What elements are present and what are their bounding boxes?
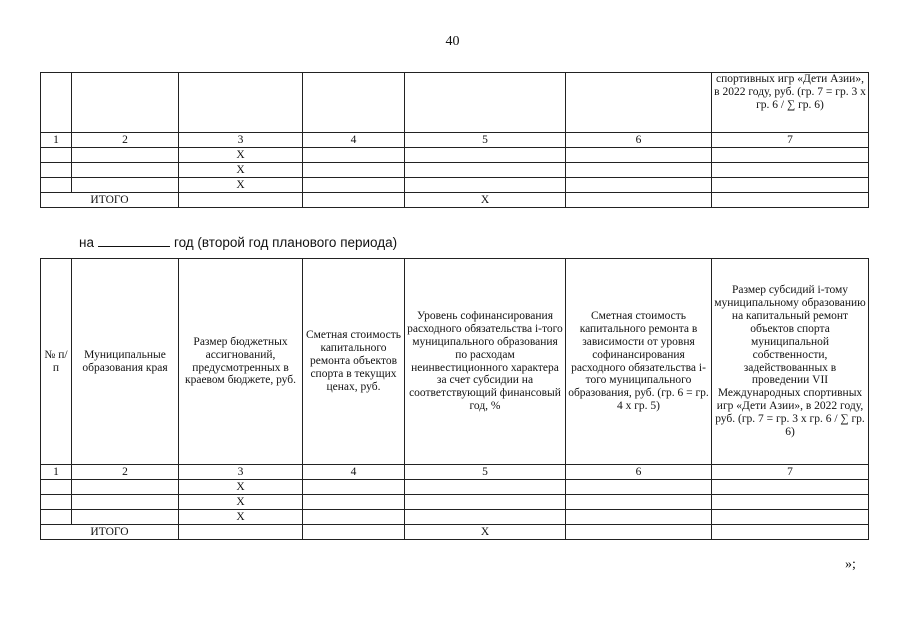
col-number: 2: [72, 133, 179, 148]
col-number: 2: [72, 465, 179, 480]
cell: Х: [179, 510, 303, 525]
header-cell-2: [72, 73, 179, 133]
header-cell-3: [179, 73, 303, 133]
header-cell-7: спортивных игр «Дети Азии», в 2022 году, руб. (гр. 7 = гр. 3 х гр. 6 / ∑ гр. 6): [712, 73, 869, 133]
cell: [303, 193, 405, 208]
table-row: [41, 510, 869, 525]
col-number: 1: [41, 465, 72, 480]
cell: [303, 148, 405, 163]
cell: [712, 510, 869, 525]
cell: [405, 480, 566, 495]
cell: [72, 495, 179, 510]
cell: [41, 148, 72, 163]
cell: [303, 495, 405, 510]
header-cofinancing-level: Уровень софинансирования расходного обязательства i-того муниципального образования по расходам неинвестиционного характера за счет субсидии на соответствующий финансовый год, %: [405, 259, 566, 465]
cell: [566, 495, 712, 510]
cell: [712, 525, 869, 540]
cell: [303, 178, 405, 193]
cell: [566, 148, 712, 163]
total-cell-5: Х: [405, 525, 566, 540]
col-number: 6: [566, 133, 712, 148]
planning-period-line: [79, 234, 397, 250]
cell: [179, 193, 303, 208]
plan-suffix: год (второй год планового периода): [173, 235, 398, 250]
cell: Х: [179, 480, 303, 495]
header-row: [41, 73, 869, 133]
header-cell-4: [303, 73, 405, 133]
closing-quote-mark: »;: [845, 557, 856, 572]
total-cell-5: Х: [405, 193, 566, 208]
cell: [41, 510, 72, 525]
cell: Х: [179, 163, 303, 178]
column-number-row: [41, 465, 869, 480]
cell: Х: [179, 495, 303, 510]
table-row: [41, 148, 869, 163]
header-municipality: Муниципальные образования края: [72, 259, 179, 465]
cell: [405, 495, 566, 510]
table-row: [41, 495, 869, 510]
cell: [566, 193, 712, 208]
cell: [72, 480, 179, 495]
header-cell-6: [566, 73, 712, 133]
cell: [41, 178, 72, 193]
cell: Х: [179, 148, 303, 163]
cell: [303, 510, 405, 525]
cell: [405, 178, 566, 193]
total-label: ИТОГО: [41, 525, 179, 540]
total-label: ИТОГО: [41, 193, 179, 208]
cell: [712, 148, 869, 163]
cell: [566, 480, 712, 495]
cell: [712, 178, 869, 193]
col-number: 1: [41, 133, 72, 148]
header-number: № п/п: [41, 259, 72, 465]
subsidy-table-continued: [40, 72, 869, 208]
cell: [41, 163, 72, 178]
cell: Х: [179, 178, 303, 193]
table-row: [41, 178, 869, 193]
table-row: [41, 163, 869, 178]
cell: [405, 148, 566, 163]
cell: [712, 480, 869, 495]
total-row: [41, 525, 869, 540]
header-cell-1: [41, 73, 72, 133]
column-number-row: [41, 133, 869, 148]
cell: [405, 510, 566, 525]
col-number: 6: [566, 465, 712, 480]
col-number: 5: [405, 133, 566, 148]
header-cell-5: [405, 73, 566, 133]
col-number: 4: [303, 465, 405, 480]
col-number: 4: [303, 133, 405, 148]
col-number: 7: [712, 465, 869, 480]
cell: [566, 178, 712, 193]
cell: [179, 525, 303, 540]
col-number: 3: [179, 133, 303, 148]
cell: [72, 510, 179, 525]
page-number: 40: [445, 34, 460, 49]
col-number: 3: [179, 465, 303, 480]
cell: [72, 178, 179, 193]
cell: [566, 163, 712, 178]
cell: [405, 163, 566, 178]
cell: [41, 495, 72, 510]
cell: [712, 193, 869, 208]
header-subsidy-size: Размер субсидий i-тому муниципальному образованию на капитальный ремонт объектов спорта муниципальной собственности, задействованных в проведении VII Международных спортивных игр «Дети Азии», в 2022 году, руб. (гр. 7 = гр. 3 х гр. 6 / ∑ гр. 6): [712, 259, 869, 465]
header-estimated-cost: Сметная стоимость капитального ремонта объектов спорта в текущих ценах, руб.: [303, 259, 405, 465]
cell: [566, 510, 712, 525]
col-number: 7: [712, 133, 869, 148]
year-blank: [98, 234, 170, 247]
cell: [72, 163, 179, 178]
table-row: [41, 480, 869, 495]
col-number: 5: [405, 465, 566, 480]
cell: [41, 480, 72, 495]
cell: [566, 525, 712, 540]
total-row: [41, 193, 869, 208]
cell: [303, 163, 405, 178]
cell: [712, 495, 869, 510]
header-cost-by-cofinancing: Сметная стоимость капитального ремонта в зависимости от уровня софинансирования расходного обязательства i-того муниципального образования, руб. (гр. 6 = гр. 4 х гр. 5): [566, 259, 712, 465]
subsidy-table-second-year: [40, 258, 869, 540]
cell: [303, 480, 405, 495]
plan-prefix: на: [79, 235, 94, 250]
cell: [303, 525, 405, 540]
header-budget-allocations: Размер бюджетных ассигнований, предусмотренных в краевом бюджете, руб.: [179, 259, 303, 465]
cell: [712, 163, 869, 178]
cell: [72, 148, 179, 163]
header-row: [41, 259, 869, 465]
